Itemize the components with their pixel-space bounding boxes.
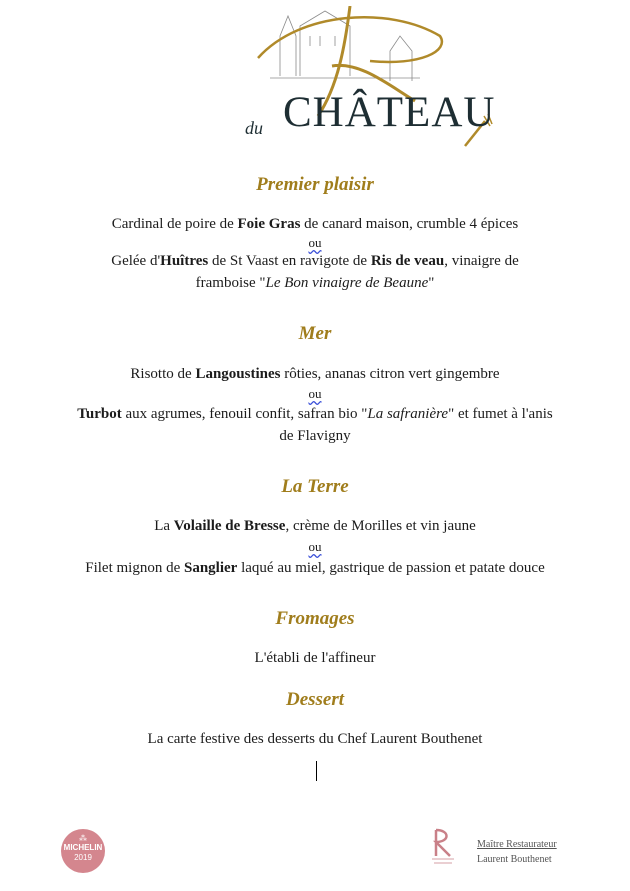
text-run: de St Vaast en ravigote de — [208, 253, 371, 269]
section-heading: La Terre — [281, 476, 349, 497]
section-heading: Mer — [298, 323, 332, 344]
maitre-restaurateur-title[interactable]: Maître Restaurateur — [477, 839, 557, 850]
highlight-ingredient: Langoustines — [195, 366, 281, 382]
section-heading: Premier plaisir — [256, 174, 374, 195]
menu-line — [30, 516, 600, 537]
text-cursor — [316, 761, 317, 781]
text-run: aux agrumes, fenouil confit, safran bio " — [121, 406, 368, 422]
menu-line — [30, 558, 600, 579]
michelin-icon: ⁂ — [79, 834, 87, 843]
michelin-label: MICHELIN — [63, 843, 103, 852]
italic-text: La safranière — [367, 406, 449, 422]
section-heading: Dessert — [285, 689, 345, 710]
text-run: Risotto de — [130, 366, 196, 382]
text-run: , vinaigre de — [444, 253, 519, 269]
text-run: " — [428, 275, 435, 291]
logo-chateau-text: CHÂTEAU — [283, 89, 496, 136]
text-run: Filet mignon de — [85, 560, 184, 576]
menu-line — [30, 426, 600, 447]
maitre-restaurateur-logo — [428, 826, 458, 870]
menu-line — [30, 648, 600, 669]
text-run: de canard maison, crumble 4 épices — [300, 216, 519, 232]
highlight-ingredient: Turbot — [77, 406, 122, 422]
text-run: La carte festive des desserts du Chef Laurent Bouthenet — [147, 731, 483, 747]
highlight-ingredient: Foie Gras — [237, 216, 301, 232]
michelin-year: 2019 — [74, 853, 92, 862]
text-run: laqué au miel, gastrique de passion et patate douce — [237, 560, 545, 576]
ou-separator: ou — [308, 235, 322, 250]
italic-text: Le Bon vinaigre de Beaune — [265, 275, 429, 291]
menu-line — [30, 273, 600, 294]
menu-line — [30, 404, 600, 425]
maitre-restaurateur-block — [477, 837, 557, 867]
menu-line — [30, 251, 600, 272]
highlight-ingredient: Sanglier — [184, 560, 238, 576]
text-run: Cardinal de poire de — [111, 216, 238, 232]
ou-separator: ou — [308, 386, 322, 401]
chef-name: Laurent Bouthenet — [477, 854, 552, 865]
text-run: Gelée d' — [111, 253, 161, 269]
highlight-ingredient: Ris de veau — [370, 253, 445, 269]
section-heading: Fromages — [275, 608, 355, 629]
highlight-ingredient: Huîtres — [160, 253, 209, 269]
logo-du-text: du — [245, 118, 263, 138]
menu-line — [30, 729, 600, 750]
text-run: de Flavigny — [279, 428, 351, 444]
menu-line — [30, 364, 600, 385]
michelin-badge — [61, 829, 105, 873]
menu-line — [30, 214, 600, 235]
ou-separator: ou — [308, 539, 322, 554]
text-run: La — [154, 518, 174, 534]
text-run: , crème de Morilles et vin jaune — [285, 518, 476, 534]
text-run: L'établi de l'affineur — [254, 650, 376, 666]
text-run: " et fumet à l'anis — [448, 406, 553, 422]
text-run: rôties, ananas citron vert gingembre — [280, 366, 500, 382]
highlight-ingredient: Volaille de Bresse — [173, 518, 286, 534]
text-run: framboise " — [195, 275, 266, 291]
